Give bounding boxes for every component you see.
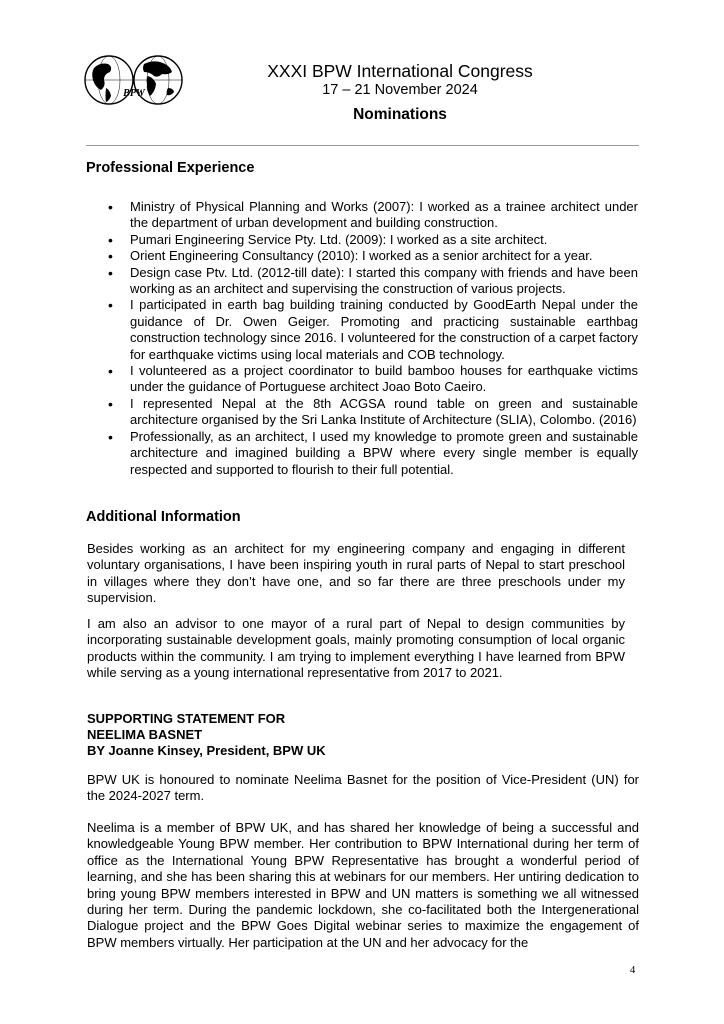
additional-information-heading: Additional Information (86, 509, 241, 525)
congress-dates: 17 – 21 November 2024 (322, 82, 478, 98)
statement-author: BY Joanne Kinsey, President, BPW UK (87, 743, 326, 759)
additional-info-paragraph: I am also an advisor to one mayor of a rural part of Nepal to design communities by incorporating sustainable development goals, mainly promoting consumption of local organic products within the community. I am trying to implement everything I have learned from BPW while serving as a young international representative from 2017 to 2021. (87, 616, 625, 681)
supporting-statement-heading (87, 711, 326, 760)
list-item: • Ministry of Physical Planning and Works (2007): I worked as a trainee architect under the department of urban development and building construction. (108, 199, 638, 232)
statement-paragraph: Neelima is a member of BPW UK, and has shared her knowledge of being a successful and knowledgeable Young BPW member. Her contribution to BPW International during her term of office as the International Young BPW Representative has brought a wonderful period of learning, and she has been sharing this at webinars for our members. Her untiring dedication to bring young BPW members interested in BPW and UN matters is something we all witnessed during her term. During the pandemic lockdown, she co-facilitated both the Intergenerational Dialogue project and the BPW Goes Digital webinar series to maximize the engagement of BPW members virtually. Her participation at the UN and her advocacy for the (87, 820, 639, 950)
supporting-statement-line: SUPPORTING STATEMENT FOR (87, 711, 286, 726)
list-item: • Professionally, as an architect, I used my knowledge to promote green and sustainable architecture and imagined building a BPW where every single member is equally respected and supported to flourish to their full potential. (108, 429, 638, 478)
statement-paragraph: BPW UK is honoured to nominate Neelima Basnet for the position of Vice-President (UN) for the 2024-2027 term. (87, 772, 639, 804)
page-number: 4 (630, 965, 636, 976)
section-title: Nominations (353, 106, 447, 123)
nominee-name: NEELIMA BASNET (87, 727, 203, 743)
additional-info-paragraph: Besides working as an architect for my engineering company and engaging in different voluntary organisations, I have been inspiring youth in rural parts of Nepal to start preschool in villages where they don’t have one, and so far there are three preschools under my supervision. (87, 541, 625, 606)
list-item: • I participated in earth bag building training conducted by GoodEarth Nepal under the guidance of Dr. Owen Geiger. Promoting and practicing sustainable earthbag construction technology since 2016. I volunteered for the construction of a carpet factory for earthquake victims using local materials and COB technology. (108, 297, 638, 363)
bpw-globe-logo (84, 54, 184, 106)
professional-experience-list (108, 199, 638, 478)
list-item: • I volunteered as a project coordinator to build bamboo houses for earthquake victims under the guidance of Portuguese architect Joao Boto Caeiro. (108, 363, 638, 396)
list-item: • Pumari Engineering Service Pty. Ltd. (2009): I worked as a site architect. (108, 232, 638, 248)
list-item: • Orient Engineering Consultancy (2010): I worked as a senior architect for a year. (108, 248, 638, 264)
professional-experience-heading: Professional Experience (86, 160, 255, 176)
header-divider (86, 145, 639, 146)
svg-text:BPW: BPW (123, 88, 145, 99)
list-item: • I represented Nepal at the 8th ACGSA round table on green and sustainable architecture organised by the Sri Lanka Institute of Architecture (SLIA), Colombo. (2016) (108, 396, 638, 429)
list-item: • Design case Ptv. Ltd. (2012-till date): I started this company with friends and have been working as an architect and supervising the construction of various projects. (108, 265, 638, 298)
congress-title: XXXI BPW International Congress (267, 61, 533, 81)
